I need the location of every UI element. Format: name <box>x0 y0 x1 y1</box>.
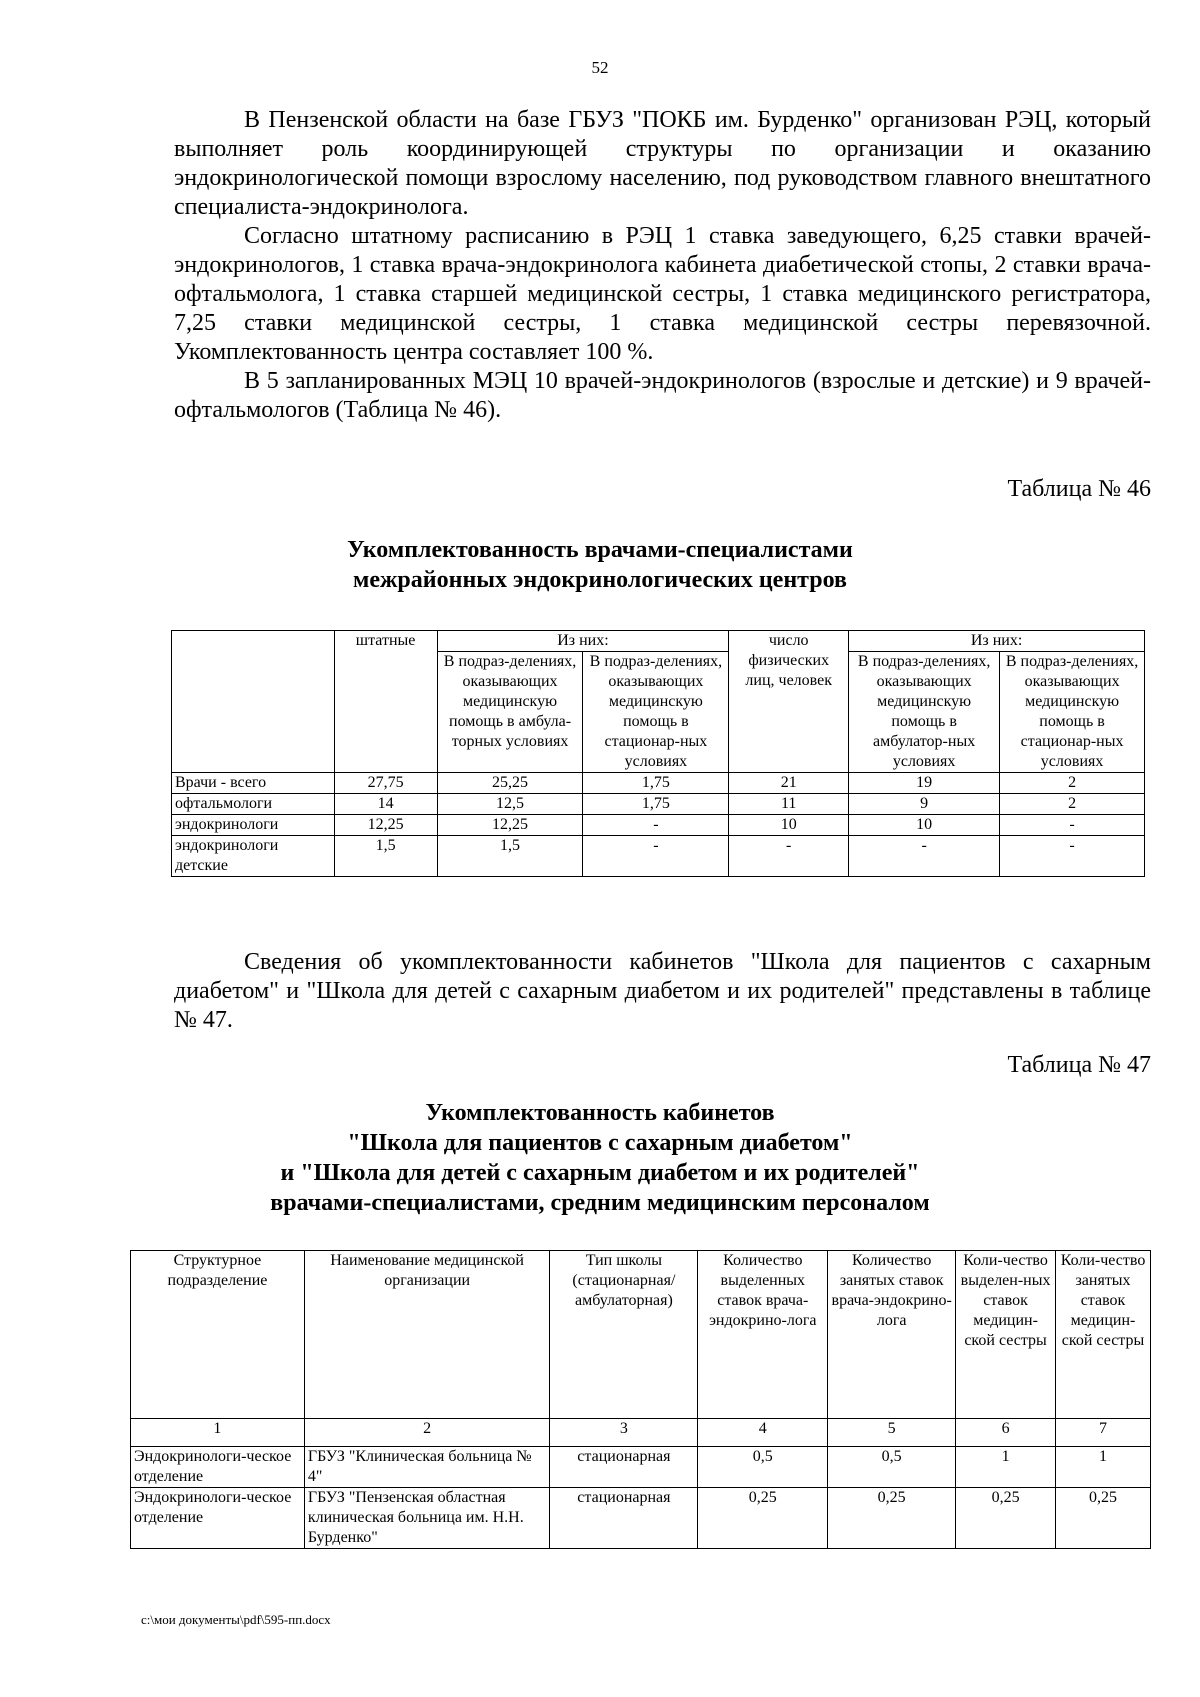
table46-header-iz-nih-1: Из них: <box>437 631 729 652</box>
table47-title-line2: "Школа для пациентов с сахарным диабетом" <box>347 1130 853 1156</box>
table47-number-row <box>131 1419 1151 1447</box>
table46-header-amb: В подраз-делениях, оказывающих медицинскую помощь в амбула-торных условиях <box>437 652 583 773</box>
table-cell: 12,5 <box>437 794 583 815</box>
table47-header-cell: Коли-чество занятых ставок медицин-ской сестры <box>1056 1251 1151 1419</box>
table-cell: 11 <box>729 794 849 815</box>
table-row <box>172 836 1145 877</box>
table-cell: - <box>729 836 849 877</box>
table-cell: стационарная <box>550 1447 698 1488</box>
table-row <box>172 773 1145 794</box>
paragraph-4: Сведения об укомплектованности кабинетов "Школа для пациентов с сахарным диабетом" и "Школа для детей с сахарным диабетом и их родителей" представлены в таблице № 47. <box>174 949 1151 1033</box>
table46-header-shtatnye: штатные <box>334 631 437 773</box>
paragraph-3: В 5 запланированных МЭЦ 10 врачей-эндокринологов (взрослые и детские) и 9 врачей-офтальмологов (Таблица № 46). <box>174 368 1151 423</box>
table47-number-cell: 4 <box>698 1419 828 1447</box>
table-cell: 10 <box>849 815 1000 836</box>
table47-title-line1: Укомплектованность кабинетов <box>425 1100 775 1126</box>
table-cell: 0,25 <box>698 1488 828 1549</box>
table46-title <box>0 535 1200 595</box>
table46-header-row1 <box>172 631 1145 652</box>
table47-header-cell: Тип школы (стационарная/ амбулаторная) <box>550 1251 698 1419</box>
after-table46-text <box>174 948 1151 1035</box>
table47-title-line4: врачами-специалистами, средним медицинским персоналом <box>270 1190 930 1216</box>
table-cell: 1,5 <box>437 836 583 877</box>
table47-header-row <box>131 1251 1151 1419</box>
table46-header-chislo: число физических лиц, человек <box>729 631 849 773</box>
table-cell: 1,5 <box>334 836 437 877</box>
table-cell: 10 <box>729 815 849 836</box>
table-cell: - <box>849 836 1000 877</box>
table-cell: 12,25 <box>437 815 583 836</box>
table47-number-cell: 1 <box>131 1419 305 1447</box>
table-row <box>172 794 1145 815</box>
table-cell: 2 <box>1000 794 1145 815</box>
table-cell: - <box>583 836 729 877</box>
table-cell: офтальмологи <box>172 794 335 815</box>
table-cell: эндокринологи детские <box>172 836 335 877</box>
table47-header-cell: Структурное подразделение <box>131 1251 305 1419</box>
table-cell: 1,75 <box>583 773 729 794</box>
table47-title-line3: и "Школа для детей с сахарным диабетом и их родителей" <box>280 1160 920 1186</box>
table-cell: - <box>1000 815 1145 836</box>
table46-label: Таблица № 46 <box>1007 476 1151 502</box>
table-row <box>172 815 1145 836</box>
table46-header-stac: В подраз-делениях, оказывающих медицинскую помощь в стационар-ных условиях <box>583 652 729 773</box>
table-cell: 19 <box>849 773 1000 794</box>
table47-number-cell: 2 <box>304 1419 550 1447</box>
table-cell: Эндокринологи-ческое отделение <box>131 1488 305 1549</box>
table47-header-cell: Количество выделенных ставок врача-эндокрино-лога <box>698 1251 828 1419</box>
table46-header-iz-nih-2: Из них: <box>849 631 1145 652</box>
table-cell: 27,75 <box>334 773 437 794</box>
table46-header-amb2: В подраз-делениях, оказывающих медицинскую помощь в амбулатор-ных условиях <box>849 652 1000 773</box>
file-path-footer: c:\мои документы\pdf\595-пп.docx <box>141 1612 331 1627</box>
table-cell: ГБУЗ "Клиническая больница № 4" <box>304 1447 550 1488</box>
table-cell: 1,75 <box>583 794 729 815</box>
table-cell: - <box>583 815 729 836</box>
table-cell: стационарная <box>550 1488 698 1549</box>
table-cell: 12,25 <box>334 815 437 836</box>
table47-number-cell: 7 <box>1056 1419 1151 1447</box>
table-cell: 14 <box>334 794 437 815</box>
table-cell: 9 <box>849 794 1000 815</box>
table47 <box>130 1250 1151 1549</box>
table47-title <box>0 1098 1200 1218</box>
paragraph-2: Согласно штатному расписанию в РЭЦ 1 ставка заведующего, 6,25 ставки врачей-эндокринологов, 1 ставка врача-эндокринолога кабинета диабетической стопы, 2 ставки врача-офтальмолога, 1 ставка старшей медицинской сестры, 1 ставка медицинского регистратора, 7,25 ставки медицинской сестры, 1 ставка медицинской сестры перевязочной. Укомплектованность центра составляет 100 %. <box>174 223 1151 365</box>
paragraph-1: В Пензенской области на базе ГБУЗ "ПОКБ им. Бурденко" организован РЭЦ, который выполняет роль координирующей структуры по организации и оказанию эндокринологической помощи взрослому населению, под руководством главного внештатного специалиста-эндокринолога. <box>174 107 1151 220</box>
table-cell: 0,25 <box>956 1488 1056 1549</box>
table47-number-cell: 6 <box>956 1419 1056 1447</box>
page-number: 52 <box>591 58 609 77</box>
table47-label: Таблица № 47 <box>1007 1052 1151 1078</box>
table46-header-empty <box>172 631 335 773</box>
table47-header-cell: Количество занятых ставок врача-эндокрино-лога <box>828 1251 956 1419</box>
table46 <box>171 630 1145 877</box>
table-cell: Врачи - всего <box>172 773 335 794</box>
table-cell: 0,5 <box>828 1447 956 1488</box>
table-cell: ГБУЗ "Пензенская областная клиническая больница им. Н.Н. Бурденко" <box>304 1488 550 1549</box>
table-cell: 1 <box>956 1447 1056 1488</box>
table46-title-line1: Укомплектованность врачами-специалистами <box>347 537 853 563</box>
table47-header-cell: Коли-чество выделен-ных ставок медицин-ской сестры <box>956 1251 1056 1419</box>
table-cell: 2 <box>1000 773 1145 794</box>
table-cell: - <box>1000 836 1145 877</box>
table47-number-cell: 5 <box>828 1419 956 1447</box>
table46-title-line2: межрайонных эндокринологических центров <box>353 567 847 593</box>
table-cell: 0,25 <box>828 1488 956 1549</box>
table-row <box>131 1488 1151 1549</box>
table-cell: 25,25 <box>437 773 583 794</box>
table-cell: Эндокринологи-ческое отделение <box>131 1447 305 1488</box>
table47-number-cell: 3 <box>550 1419 698 1447</box>
intro-text <box>174 106 1151 425</box>
table46-header-stac2: В подраз-делениях, оказывающих медицинскую помощь в стационар-ных условиях <box>1000 652 1145 773</box>
table-cell: 1 <box>1056 1447 1151 1488</box>
table47-header-cell: Наименование медицинской организации <box>304 1251 550 1419</box>
table-cell: 0,25 <box>1056 1488 1151 1549</box>
table-cell: эндокринологи <box>172 815 335 836</box>
table-cell: 0,5 <box>698 1447 828 1488</box>
table-cell: 21 <box>729 773 849 794</box>
table-row <box>131 1447 1151 1488</box>
